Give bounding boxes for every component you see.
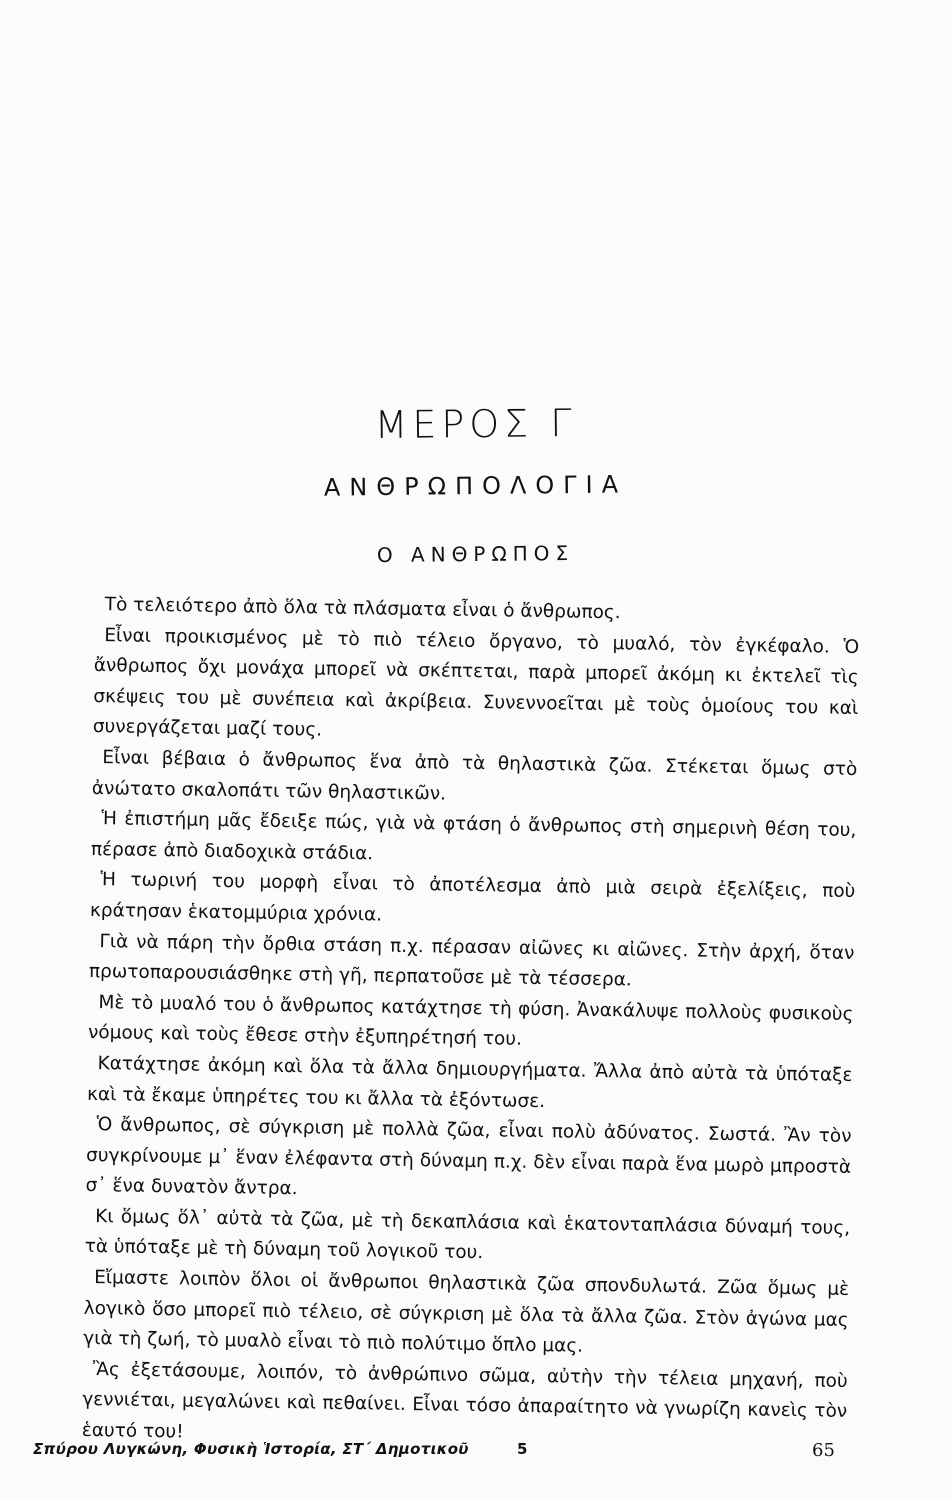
paragraph: Μὲ τὸ μυαλό του ὁ ἄνθρωπος κατάχτησε τὴ φύση. Ἀνακάλυψε πολλοὺς φυσικοὺς νόμους καὶ τοὺς ἔθεσε στὴν ἐξυπηρέτησή του.	[87, 991, 854, 1051]
printer-signature: 5	[517, 1440, 528, 1458]
paragraph: Εἶναι βέβαια ὁ ἄνθρωπος ἕνα ἀπὸ τὰ θηλαστικὰ ζῶα. Στέκεται ὅμως στὸ ἀνώτατο σκαλοπάτι τῶν θηλαστικῶν.	[91, 747, 858, 805]
paragraph: Ἡ ἐπιστήμη μᾶς ἔδειξε πώς, γιὰ νὰ φτάση ὁ ἄνθρωπος στὴ σημερινὴ θέση του, πέρασε ἀπὸ διαδοχικὰ στάδια.	[90, 808, 857, 865]
paragraph: Τὸ τελειότερο ἀπὸ ὅλα τὰ πλάσματα εἶναι ὁ ἄνθρωπος.	[104, 594, 621, 624]
book-credit: Σπύρου Λυγκώνη, Φυσικὴ Ἱστορία, ΣΤ΄ Δημοτικοῦ	[33, 1440, 469, 1458]
paragraph: Εἶναι προικισμένος μὲ τὸ πιὸ τέλειο ὄργανο, τὸ μυαλό, τὸν ἐγκέφαλο. Ὁ ἄνθρωπος ὄχι μονάχα μπορεῖ νὰ σκέπτεται, παρὰ μπορεῖ ἀκόμη κι ἐκτελεῖ τὶς σκέψεις του μὲ συνέπεια καὶ ἀκρίβεια. Συνεννοεῖται μὲ τοὺς ὁμοίους του καὶ συνεργάζεται μαζί τους.	[92, 624, 860, 741]
paragraph: Κατάχτησε ἀκόμη καὶ ὅλα τὰ ἄλλα δημιουργήματα. Ἄλλα ἀπὸ αὐτὰ τὰ ὑπόταξε καὶ τὰ ἔκαμε ὑπηρέτες του κι ἄλλα τὰ ἐξόντωσε.	[86, 1053, 853, 1112]
paragraph: Ὁ ἄνθρωπος, σὲ σύγκριση μὲ πολλὰ ζῶα, εἶναι πολὺ ἀδύνατος. Σωστά. Ἂν τὸν συγκρίνουμε μ᾽ ἕναν ἐλέφαντα στὴ δύναμη π.χ. δὲν εἶναι παρὰ ἕνα μωρὸ μπροστὰ σ᾽ ἕνα δυνατὸν ἄντρα.	[85, 1114, 852, 1200]
paragraph: Ἡ τωρινή του μορφὴ εἶναι τὸ ἀποτέλεσμα ἀπὸ μιὰ σειρὰ ἐξελίξεις, ποὺ κράτησαν ἑκατομμύρια χρόνια.	[89, 869, 856, 926]
paragraph: Ἂς ἐξετάσουμε, λοιπόν, τὸ ἀνθρώπινο σῶμα, αὐτὴν τὴν τέλεια μηχανή, ποὺ γεννιέται, μεγαλώνει καὶ πεθαίνει. Εἶναι τόσο ἀπαραίτητο νὰ γνωρίζη κανεὶς τὸν ἑαυτό του!	[81, 1358, 848, 1443]
part-title: ΜΕΡΟΣ Γ	[374, 400, 577, 448]
body-text	[82, 590, 860, 1459]
page-number: 65	[812, 1440, 835, 1461]
section-subject: ΑΝΘΡΩΠΟΛΟΓΙΑ	[323, 470, 628, 502]
paragraph: Εἴμαστε λοιπὸν ὅλοι οἱ ἄνθρωποι θηλαστικὰ ζῶα σπονδυλωτά. Ζῶα ὅμως μὲ λογικὸ ὅσο μπορεῖ πιὸ τέλειο, σὲ σύγκριση μὲ ὅλα τὰ ἄλλα ζῶα. Στὸν ἀγώνα μας γιὰ τὴ ζωή, τὸ μυαλὸ εἶναι τὸ πιὸ πολύτιμο ὅπλο μας.	[83, 1267, 850, 1358]
paragraph: Γιὰ νὰ πάρη τὴν ὄρθια στάση π.χ. πέρασαν αἰῶνες κι αἰῶνες. Στὴν ἀρχή, ὅταν πρωτοπαρουσιάσθηκε στὴ γῆ, περπατοῦσε μὲ τὰ τέσσερα.	[88, 930, 855, 991]
paragraph: Κι ὅμως ὅλ᾽ αὐτὰ τὰ ζῶα, μὲ τὴ δεκαπλάσια καὶ ἑκατονταπλάσια δύναμή τους, τὰ ὑπόταξε μὲ τὴ δύναμη τοῦ λογικοῦ του.	[84, 1205, 851, 1264]
chapter-title: Ο ΑΝΘΡΩΠΟΣ	[376, 540, 575, 568]
